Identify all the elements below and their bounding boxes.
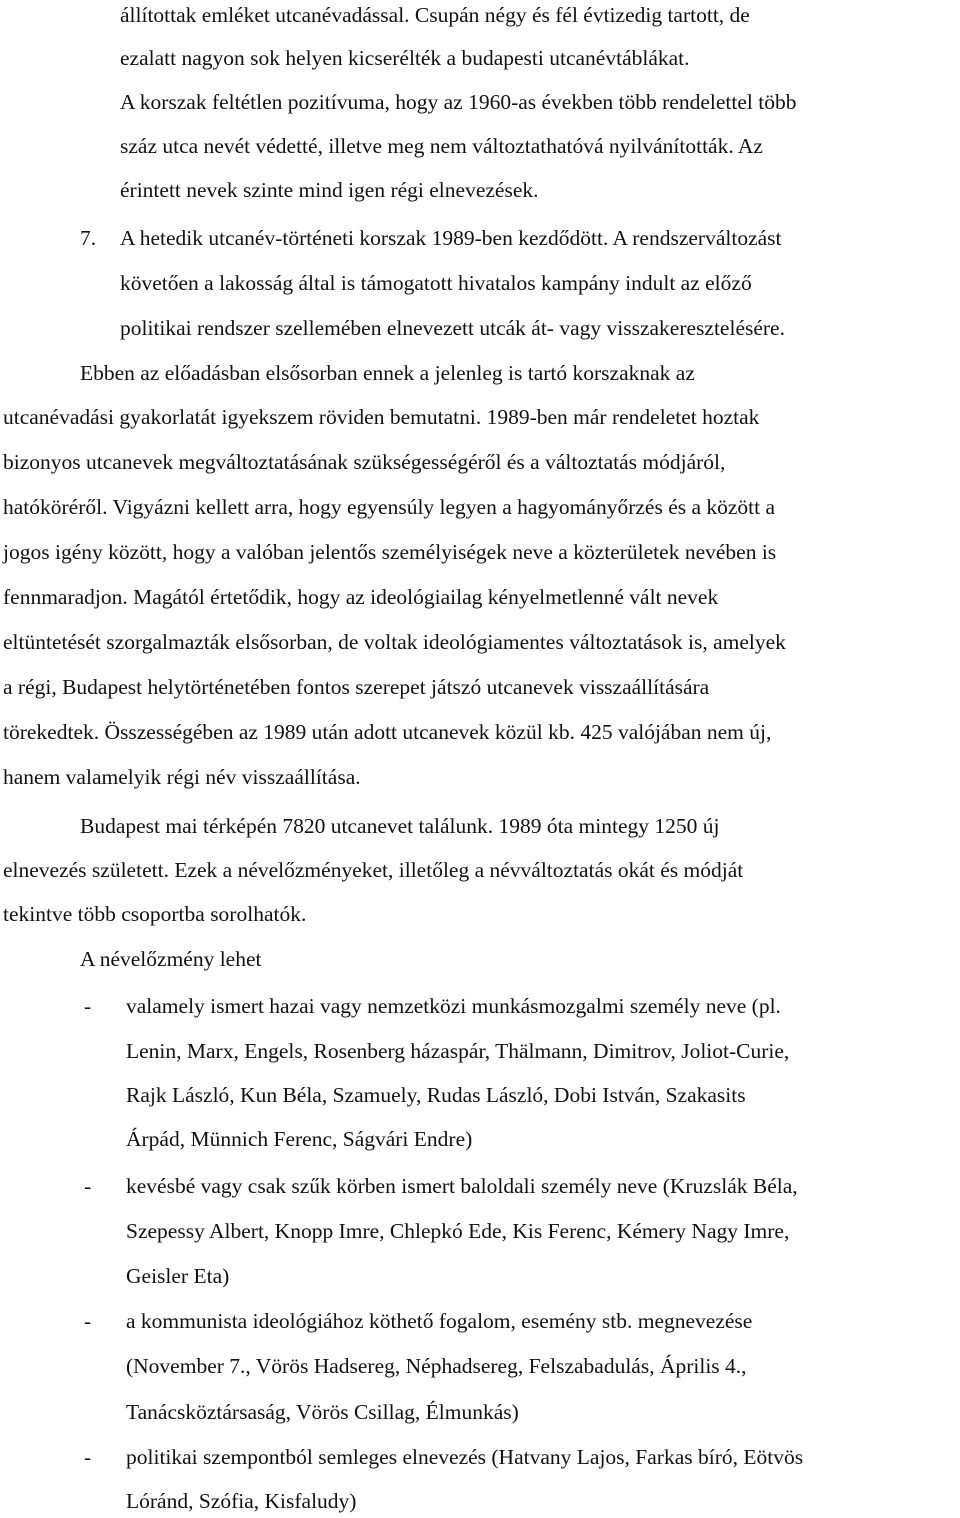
text-line: A korszak feltétlen pozitívuma, hogy az 1960-as években több rendelettel több (120, 90, 797, 114)
text-line: Budapest mai térképén 7820 utcanevet találunk. 1989 óta mintegy 1250 új (80, 814, 720, 838)
text-line: utcanévadási gyakorlatát igyekszem röviden bemutatni. 1989-ben már rendeletet hoztak (3, 405, 760, 429)
list-item-line: Rajk László, Kun Béla, Szamuely, Rudas László, Dobi István, Szakasits (126, 1083, 746, 1107)
list-item-line: Geisler Eta) (126, 1264, 230, 1288)
text-line: fennmaradjon. Magától értetődik, hogy az ideológiailag kényelmetlenné vált nevek (3, 585, 719, 609)
text-line: politikai rendszer szellemében elnevezett utcák át- vagy visszakeresztelésére. (120, 316, 785, 340)
text-line: érintett nevek szinte mind igen régi elnevezések. (120, 178, 539, 202)
text-line: törekedtek. Összességében az 1989 után adott utcanevek közül kb. 425 valójában nem új, (3, 720, 772, 744)
text-line: jogos igény között, hogy a valóban jelentős személyiségek neve a közterületek nevében is (3, 540, 777, 564)
list-item-line: Szepessy Albert, Knopp Imre, Chlepkó Ede, Kis Ferenc, Kémery Nagy Imre, (126, 1219, 790, 1243)
list-dash: - (84, 1309, 92, 1333)
list-item-line: Lenin, Marx, Engels, Rosenberg házaspár, Thälmann, Dimitrov, Joliot-Curie, (126, 1039, 790, 1063)
text-line: követően a lakosság által is támogatott hivatalos kampány indult az előző (120, 271, 752, 295)
text-line: Ebben az előadásban elsősorban ennek a jelenleg is tartó korszaknak az (80, 361, 695, 385)
list-item-line: Tanácsköztársaság, Vörös Csillag, Élmunkás) (126, 1400, 519, 1424)
text-line: hatóköréről. Vigyázni kellett arra, hogy egyensúly legyen a hagyományőrzés és a között a (3, 495, 776, 519)
list-item-line: Lóránd, Szófia, Kisfaludy) (126, 1489, 357, 1513)
text-line: állítottak emléket utcanévadással. Csupán négy és fél évtizedig tartott, de (120, 3, 750, 27)
list-item-line: Árpád, Münnich Ferenc, Ságvári Endre) (126, 1127, 473, 1151)
text-line: elnevezés született. Ezek a névelőzményeket, illetőleg a névváltoztatás okát és módját (3, 858, 744, 882)
text-line: száz utca nevét védetté, illetve meg nem változtathatóvá nyilvánították. Az (120, 134, 763, 158)
list-dash: - (84, 994, 92, 1018)
list-item-line: (November 7., Vörös Hadsereg, Néphadsereg, Felszabadulás, Április 4., (126, 1354, 747, 1378)
text-line: bizonyos utcanevek megváltoztatásának szükségességéről és a változtatás módjáról, (3, 450, 726, 474)
text-line: tekintve több csoportba sorolhatók. (3, 902, 307, 926)
text-line: hanem valamelyik régi név visszaállítása. (3, 765, 361, 789)
text-line: a régi, Budapest helytörténetében fontos szerepet játszó utcanevek visszaállítására (3, 675, 710, 699)
list-intro: A névelőzmény lehet (80, 947, 262, 971)
list-item-line: valamely ismert hazai vagy nemzetközi munkásmozgalmi személy neve (pl. (126, 994, 781, 1018)
list-dash: - (84, 1174, 92, 1198)
text-line: ezalatt nagyon sok helyen kicserélték a budapesti utcanévtáblákat. (120, 46, 690, 70)
text-line: A hetedik utcanév-történeti korszak 1989-ben kezdődött. A rendszerváltozást (120, 226, 782, 250)
list-dash: - (84, 1445, 92, 1469)
list-number: 7. (80, 226, 97, 250)
text-line: eltüntetését szorgalmazták elsősorban, de voltak ideológiamentes változtatások is, amelyek (3, 630, 786, 654)
list-item-line: a kommunista ideológiához köthető fogalom, esemény stb. megnevezése (126, 1309, 753, 1333)
list-item-line: politikai szempontból semleges elnevezés (Hatvany Lajos, Farkas bíró, Eötvös (126, 1445, 804, 1469)
list-item-line: kevésbé vagy csak szűk körben ismert baloldali személy neve (Kruzslák Béla, (126, 1174, 798, 1198)
